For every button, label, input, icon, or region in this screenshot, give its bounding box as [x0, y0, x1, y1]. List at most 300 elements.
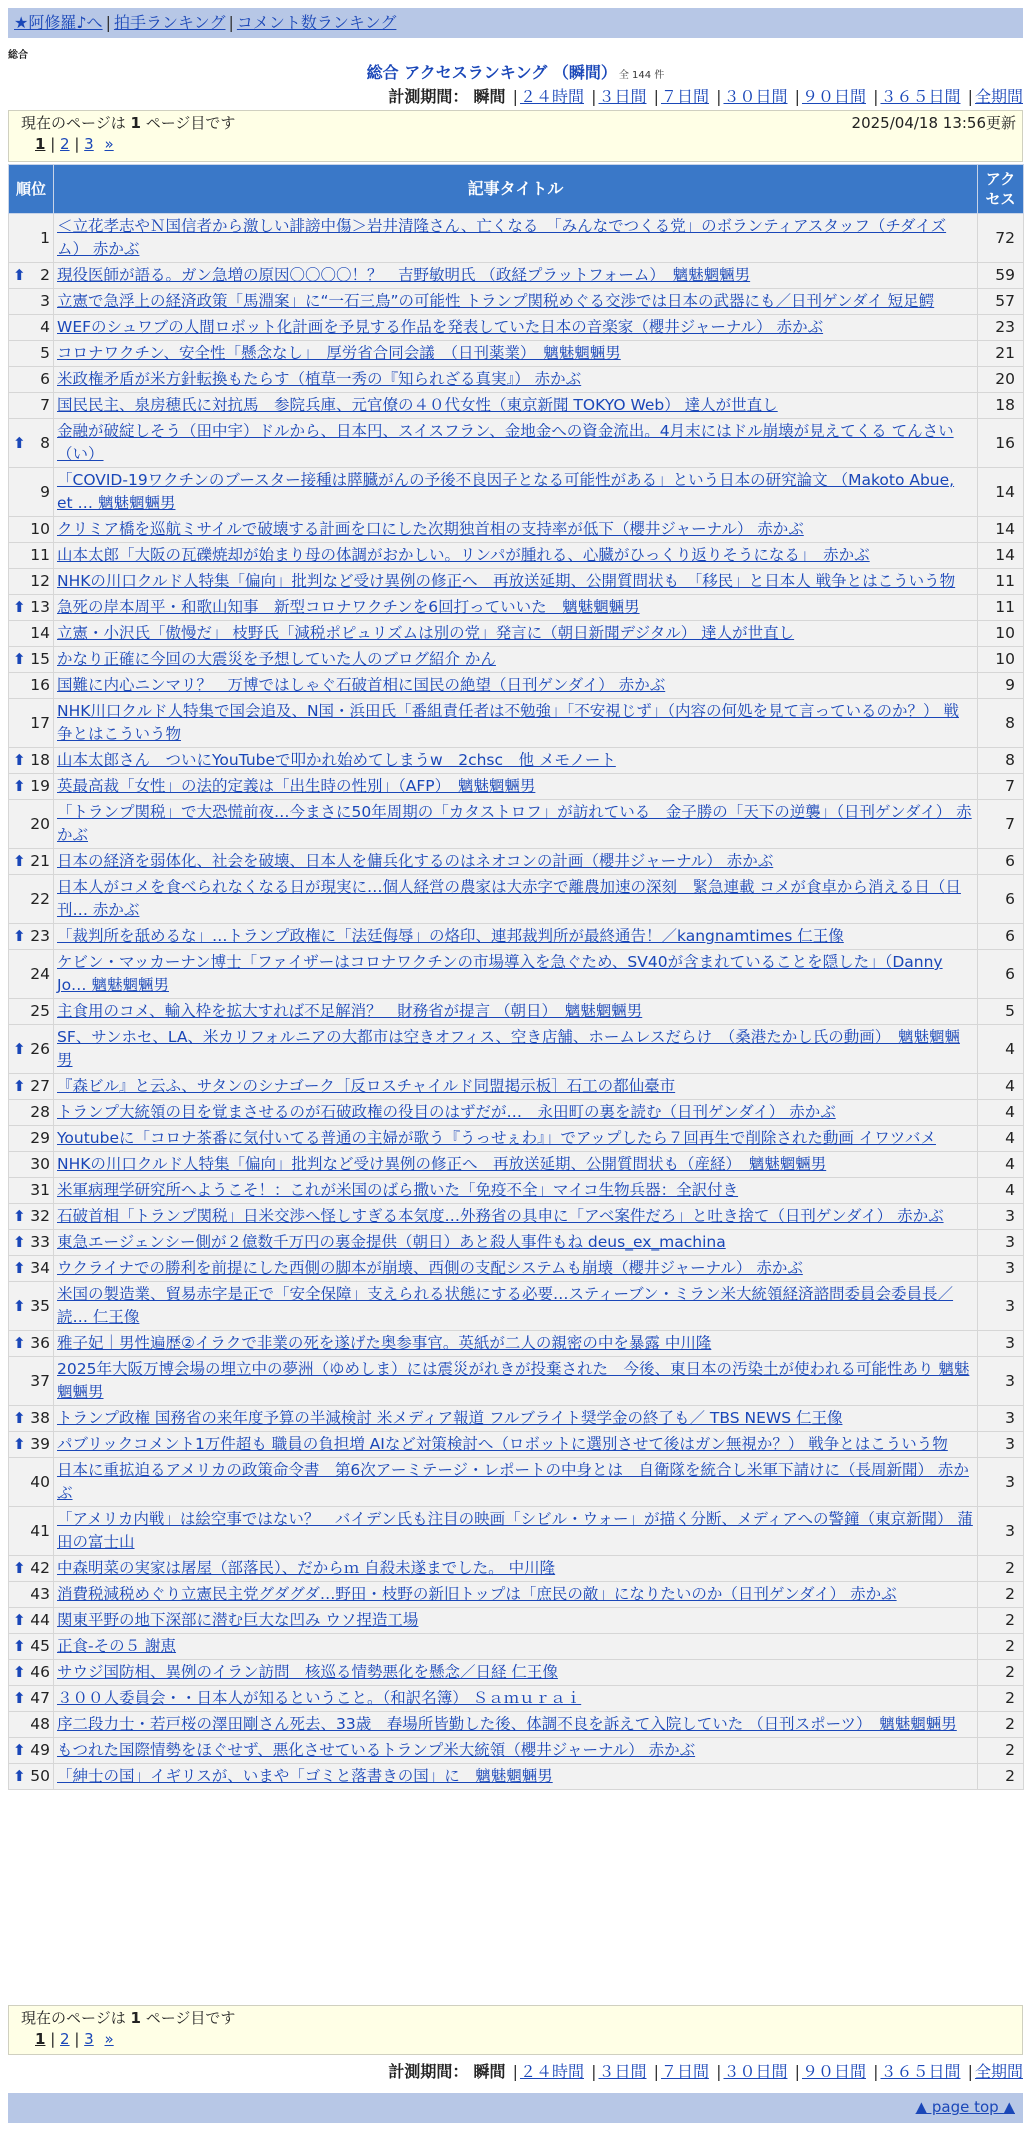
footer-bar [8, 2093, 1023, 2123]
table-header-row [9, 165, 1024, 214]
rank-cell [9, 1126, 54, 1152]
table-row [9, 1178, 1024, 1204]
table-row [9, 924, 1024, 950]
article-link[interactable]: WEFのシュワブの人間ロボット化計画を予見する作品を発表していた日本の音楽家（櫻井ジャーナル） 赤かぶ [57, 318, 824, 336]
table-row [9, 419, 1024, 468]
header-title: 記事タイトル [54, 165, 978, 214]
article-link[interactable]: NHK川口クルド人特集で国会追及、N国・浜田氏「番組責任者は不勉強」「不安視じず」（内容の何処を見て言っているのか？） 戦争とはこういう物 [57, 702, 959, 743]
table-row [9, 950, 1024, 999]
rank-up-arrow-icon: ⬆ [13, 1767, 26, 1785]
access-count: 14 [978, 468, 1024, 517]
access-count: 21 [978, 341, 1024, 367]
rank-up-arrow-icon: ⬆ [13, 1409, 26, 1427]
table-row [9, 543, 1024, 569]
period-current: 瞬間 [473, 2062, 506, 2081]
rank-cell [9, 1178, 54, 1204]
access-count: 3 [978, 1406, 1024, 1432]
title-cell [54, 468, 978, 517]
title-cell [54, 1660, 978, 1686]
page-current: 1 [35, 2030, 46, 2048]
rank-up-arrow-icon: ⬆ [13, 751, 26, 769]
rank-cell [9, 543, 54, 569]
access-count: 11 [978, 595, 1024, 621]
title-cell [54, 647, 978, 673]
article-link[interactable]: 立憲・小沢氏「傲慢だ」 枝野氏「減税ポピュリズムは別の党」発言に（朝日新聞デジタル） 達人が世直し [57, 624, 795, 642]
rank-number: 42 [30, 1559, 50, 1577]
access-count: 3 [978, 1204, 1024, 1230]
article-link[interactable]: パブリックコメント1万件超も 職員の負担増 AIなど対策検討へ（ロボットに選別させて後はガン無視か？） 戦争とはこういう物 [57, 1435, 948, 1453]
article-link[interactable]: 急死の岸本周平・和歌山知事 新型コロナワクチンを6回打っていいた 魑魅魍魎男 [57, 598, 640, 616]
article-link[interactable]: NHKの川口クルド人特集「偏向」批判など受け異例の修正へ 再放送延期、公開質問状も 「移民」と日本人 戦争とはこういう物 [57, 572, 956, 590]
period-link-90d[interactable]: ９０日間 [801, 87, 866, 106]
pager-links-bottom: 1 | 2 | 3 » [35, 2030, 114, 2048]
period-current: 瞬間 [473, 87, 506, 106]
rank-number: 46 [30, 1663, 50, 1681]
access-count: 2 [978, 1660, 1024, 1686]
rank-cell [9, 1660, 54, 1686]
article-link[interactable]: ウクライナでの勝利を前提にした西側の脚本が崩壊、西側の支配システムも崩壊（櫻井ジャーナル） 赤かぶ [57, 1259, 803, 1277]
total-count: 全 144 件 [618, 70, 665, 81]
table-row [9, 1282, 1024, 1331]
access-count: 14 [978, 517, 1024, 543]
rank-cell [9, 849, 54, 875]
pager-bottom [8, 2005, 1023, 2055]
pager-status-bottom [21, 2008, 1010, 2028]
rank-up-arrow-icon: ⬆ [13, 1077, 26, 1095]
article-link[interactable]: 立憲で急浮上の経済政策「馬淵案」に“一石三鳥”の可能性 トランプ関税めぐる交渉では日本の武器にも／日刊ゲンダイ 短足鰐 [57, 292, 935, 310]
rank-cell [9, 419, 54, 468]
rank-number: 43 [30, 1585, 50, 1603]
title-cell [54, 393, 978, 419]
access-count: 20 [978, 367, 1024, 393]
rank-cell [9, 748, 54, 774]
access-count: 18 [978, 393, 1024, 419]
article-link[interactable]: NHKの川口クルド人特集「偏向」批判など受け異例の修正へ 再放送延期、公開質問状も（産経） 魑魅魍魎男 [57, 1155, 827, 1173]
table-row [9, 1507, 1024, 1556]
rank-cell [9, 1556, 54, 1582]
title-cell [54, 1126, 978, 1152]
pager-prefix: 現在のページは [21, 2009, 126, 2027]
article-link[interactable]: 国民民主、泉房穂氏に対抗馬 参院兵庫、元官僚の４０代女性（東京新聞 TOKYO Web） 達人が世直し [57, 396, 778, 414]
access-count: 4 [978, 1074, 1024, 1100]
table-row [9, 1230, 1024, 1256]
access-count: 7 [978, 774, 1024, 800]
rank-up-arrow-icon: ⬆ [13, 1233, 26, 1251]
page-title-text: 総合 アクセスランキング （瞬間） [366, 63, 617, 82]
access-count: 4 [978, 1152, 1024, 1178]
rank-number: 16 [30, 676, 50, 694]
article-link[interactable]: 山本太郎さん ついにYouTubeで叩かれ始めてしまうw 2chsc 他 メモノート [57, 751, 616, 769]
article-link[interactable]: もつれた国際情勢をほぐせず、悪化させているトランプ米大統領（櫻井ジャーナル） 赤かぶ [57, 1741, 696, 1759]
rank-cell [9, 1634, 54, 1660]
access-count: 8 [978, 748, 1024, 774]
rank-up-arrow-icon: ⬆ [13, 1741, 26, 1759]
rank-cell [9, 214, 54, 263]
article-link[interactable]: 日本人がコメを食べられなくなる日が現実に…個人経営の農家は大赤字で離農加速の深刻 緊急連載 コメが食卓から消える日（日刊… 赤かぶ [57, 878, 961, 919]
rank-cell [9, 315, 54, 341]
title-cell [54, 214, 978, 263]
rank-cell [9, 699, 54, 748]
access-count: 4 [978, 1126, 1024, 1152]
category-label: 総合 [8, 50, 28, 61]
title-cell [54, 517, 978, 543]
pager-current-number: 1 [130, 114, 141, 132]
rank-cell [9, 1608, 54, 1634]
rank-number: 19 [30, 777, 50, 795]
rank-number: 15 [30, 650, 50, 668]
article-link[interactable]: サウジ国防相、異例のイラン訪問 核巡る情勢悪化を懸念／日経 仁王像 [57, 1663, 558, 1681]
article-link[interactable]: 米軍病理学研究所へようこそ！：これが米国のばら撒いた「免疫不全」マイコ生物兵器：全訳付き [57, 1181, 739, 1199]
access-count: 4 [978, 1025, 1024, 1074]
rank-number: 25 [30, 1002, 50, 1020]
rank-up-arrow-icon: ⬆ [13, 1637, 26, 1655]
rank-number: 1 [40, 228, 50, 247]
rank-cell [9, 1712, 54, 1738]
article-link[interactable]: 日本に重拡迫るアメリカの政策命令書 第6次アーミテージ・レポートの中身とは 自衛隊を統合し米軍下請けに（長周新聞） 赤かぶ [57, 1461, 969, 1502]
title-cell [54, 1764, 978, 1790]
rank-cell [9, 774, 54, 800]
access-count: 4 [978, 1100, 1024, 1126]
rank-up-arrow-icon: ⬆ [13, 927, 26, 945]
table-row [9, 1432, 1024, 1458]
title-cell [54, 1025, 978, 1074]
rank-cell [9, 1100, 54, 1126]
rank-number: 33 [30, 1233, 50, 1251]
rank-cell [9, 289, 54, 315]
nav-link-comment-ranking[interactable]: コメント数ランキング [236, 13, 397, 32]
article-link[interactable]: ＜立花孝志やＮ国信者から激しい誹謗中傷＞岩井清隆さん、亡くなる 「みんなでつくる党」のボランティアスタッフ（チダイズム） 赤かぶ [57, 217, 947, 258]
access-count: 5 [978, 999, 1024, 1025]
article-link[interactable]: 主食用のコメ、輸入枠を拡大すれば不足解消？ 財務省が提言 （朝日） 魑魅魍魎男 [57, 1002, 643, 1020]
table-row [9, 289, 1024, 315]
article-link[interactable]: かなり正確に今回の大震災を予想していた人のブログ紹介 かん [57, 650, 496, 668]
title-cell [54, 1458, 978, 1507]
table-row [9, 595, 1024, 621]
article-link[interactable]: 日本の経済を弱体化、社会を破壊、日本人を傭兵化するのはネオコンの計画（櫻井ジャーナル） 赤かぶ [57, 852, 774, 870]
article-link[interactable]: トランプ政権 国務省の来年度予算の半減検討 米メディア報道 フルブライト奨学金の終了も／ TBS NEWS 仁王像 [57, 1409, 843, 1427]
period-selector-top: 計測期間： 瞬間 | ２４時間 | ３日間 | ７日間 | ３０日間 | ９０日間 | ３６５日間 | 全期間 [388, 87, 1023, 106]
period-link-3d[interactable]: ３日間 [598, 2062, 647, 2081]
rank-number: 36 [30, 1334, 50, 1352]
article-link[interactable]: 国難に内心ニンマリ？ 万博ではしゃぐ石破首相に国民の絶望（日刊ゲンダイ） 赤かぶ [57, 676, 666, 694]
title-cell [54, 950, 978, 999]
rank-cell [9, 1686, 54, 1712]
title-cell [54, 800, 978, 849]
rank-number: 8 [40, 433, 50, 452]
rank-number: 37 [30, 1371, 50, 1390]
period-label: 計測期間： [388, 87, 469, 106]
title-cell [54, 1406, 978, 1432]
table-row [9, 1204, 1024, 1230]
rank-cell [9, 999, 54, 1025]
table-row [9, 1686, 1024, 1712]
title-cell [54, 849, 978, 875]
title-cell [54, 1074, 978, 1100]
table-row [9, 1152, 1024, 1178]
table-row [9, 1556, 1024, 1582]
access-count: 6 [978, 875, 1024, 924]
rank-cell [9, 800, 54, 849]
rank-up-arrow-icon: ⬆ [13, 1435, 26, 1453]
pager-suffix: ページ目です [145, 114, 236, 132]
rank-number: 35 [30, 1296, 50, 1315]
pager-suffix: ページ目です [145, 2009, 236, 2027]
rank-cell [9, 647, 54, 673]
table-row [9, 673, 1024, 699]
page-top-link[interactable]: ▲ page top ▲ [915, 2098, 1015, 2116]
article-link[interactable]: 「紳士の国」イギリスが、いまや「ゴミと落書きの国」に 魑魅魍魎男 [57, 1767, 553, 1785]
rank-number: 20 [30, 814, 50, 833]
title-cell [54, 748, 978, 774]
title-cell [54, 673, 978, 699]
period-link-7d[interactable]: ７日間 [660, 2062, 709, 2081]
period-link-90d[interactable]: ９０日間 [801, 2062, 866, 2081]
article-link[interactable]: 関東平野の地下深部に潜む巨大な凹み ウソ捏造工場 [57, 1611, 419, 1629]
access-count: 2 [978, 1686, 1024, 1712]
title-cell [54, 543, 978, 569]
page-link-3[interactable]: 3 [84, 2030, 94, 2048]
rank-number: 11 [30, 546, 50, 564]
table-row [9, 315, 1024, 341]
page-link-2[interactable]: 2 [60, 2030, 70, 2048]
article-link[interactable]: 石破首相「トランプ関税」日米交渉へ怪しすぎる本気度…外務省の具申に「アベ案件だろ」と吐き捨て（日刊ゲンダイ） 赤かぶ [57, 1207, 944, 1225]
access-count: 10 [978, 621, 1024, 647]
rank-up-arrow-icon: ⬆ [13, 650, 26, 668]
title-cell [54, 621, 978, 647]
table-row [9, 1738, 1024, 1764]
period-link-24h[interactable]: ２４時間 [519, 2062, 584, 2081]
rank-number: 2 [40, 266, 50, 284]
table-row [9, 1406, 1024, 1432]
period-link-7d[interactable]: ７日間 [660, 87, 709, 106]
page-link-2[interactable]: 2 [60, 135, 70, 153]
rank-up-arrow-icon: ⬆ [13, 266, 26, 284]
rank-cell [9, 1764, 54, 1790]
rank-number: 14 [30, 624, 50, 642]
access-count: 3 [978, 1357, 1024, 1406]
article-link[interactable]: ケビン・マッカーナン博士「ファイザーはコロナワクチンの市場導入を急ぐため、SV40が含まれていることを隠した」（Danny Jo… 魑魅魍魎男 [57, 953, 943, 994]
table-row [9, 999, 1024, 1025]
rank-number: 29 [30, 1129, 50, 1147]
access-count: 72 [978, 214, 1024, 263]
access-count: 2 [978, 1634, 1024, 1660]
rank-number: 48 [30, 1715, 50, 1733]
access-count: 10 [978, 647, 1024, 673]
table-row [9, 1074, 1024, 1100]
table-row [9, 1357, 1024, 1406]
rank-cell [9, 1331, 54, 1357]
table-row [9, 263, 1024, 289]
title-cell [54, 999, 978, 1025]
rank-cell [9, 569, 54, 595]
title-cell [54, 1178, 978, 1204]
access-count: 3 [978, 1458, 1024, 1507]
pager-prefix: 現在のページは [21, 114, 126, 132]
rank-number: 40 [30, 1472, 50, 1491]
article-link[interactable]: 「COVID-19ワクチンのブースター接種は膵臓がんの予後不良因子となる可能性がある」という日本の研究論文 （Makoto Abue, et … 魑魅魍魎男 [57, 471, 955, 512]
table-row [9, 748, 1024, 774]
ranking-table [8, 164, 1024, 1790]
period-link-3d[interactable]: ３日間 [598, 87, 647, 106]
period-link-all[interactable]: 全期間 [974, 87, 1023, 106]
rank-number: 41 [30, 1521, 50, 1540]
table-row [9, 800, 1024, 849]
rank-cell [9, 1282, 54, 1331]
table-row [9, 468, 1024, 517]
rank-cell [9, 1152, 54, 1178]
access-count: 2 [978, 1764, 1024, 1790]
period-link-24h[interactable]: ２４時間 [519, 87, 584, 106]
article-link[interactable]: 序二段力士・若戸桜の澤田剛さん死去、33歳 春場所皆勤した後、体調不良を訴えて入院していた （日刊スポーツ） 魑魅魍魎男 [57, 1715, 957, 1733]
rank-cell [9, 621, 54, 647]
article-link[interactable]: クリミア橋を巡航ミサイルで破壊する計画を口にした次期独首相の支持率が低下（櫻井ジャーナル） 赤かぶ [57, 520, 804, 538]
article-link[interactable]: 「トランプ関税」で大恐慌前夜…今まさに50年周期の「カタストロフ」が訪れている 金子勝の「天下の逆襲」（日刊ゲンダイ） 赤かぶ [57, 803, 972, 844]
article-link[interactable]: ３００人委員会・・日本人が知るということ。（和訳名簿） Ｓａｍｕｒａｉ [57, 1689, 582, 1707]
access-count: 2 [978, 1712, 1024, 1738]
rank-number: 4 [40, 318, 50, 336]
access-count: 2 [978, 1582, 1024, 1608]
article-link[interactable]: コロナワクチン、安全性「懸念なし」 厚労省合同会議 （日刊薬業） 魑魅魍魎男 [57, 344, 621, 362]
article-link[interactable]: 消費税減税めぐり立憲民主党グダグダ…野田・枝野の新旧トップは「庶民の敵」になりたいのか（日刊ゲンダイ） 赤かぶ [57, 1585, 897, 1603]
rank-number: 45 [30, 1637, 50, 1655]
article-link[interactable]: 米政権矛盾が米方針転換もたらす（植草一秀の『知られざる真実』） 赤かぶ [57, 370, 582, 388]
rank-number: 39 [30, 1435, 50, 1453]
title-cell [54, 699, 978, 748]
rank-number: 26 [30, 1039, 50, 1058]
rank-cell [9, 1074, 54, 1100]
access-count: 6 [978, 924, 1024, 950]
period-link-30d[interactable]: ３０日間 [723, 87, 788, 106]
article-link[interactable]: 現役医師が語る。ガン急増の原因〇〇〇〇！？ 吉野敏明氏 （政経プラットフォーム） 魑魅魍魎男 [57, 266, 751, 284]
rank-cell [9, 1507, 54, 1556]
rank-number: 32 [30, 1207, 50, 1225]
rank-number: 13 [30, 598, 50, 616]
title-cell [54, 924, 978, 950]
title-cell [54, 1432, 978, 1458]
access-count: 3 [978, 1256, 1024, 1282]
access-count: 4 [978, 1178, 1024, 1204]
title-cell [54, 1230, 978, 1256]
rank-up-arrow-icon: ⬆ [13, 852, 26, 870]
title-cell [54, 1152, 978, 1178]
table-row [9, 1126, 1024, 1152]
table-row [9, 1660, 1024, 1686]
article-link[interactable]: 英最高裁「女性」の法的定義は「出生時の性別」（AFP） 魑魅魍魎男 [57, 777, 536, 795]
rank-up-arrow-icon: ⬆ [13, 1689, 26, 1707]
rank-up-arrow-icon: ⬆ [13, 1559, 26, 1577]
table-row [9, 621, 1024, 647]
rank-cell [9, 468, 54, 517]
access-count: 8 [978, 699, 1024, 748]
rank-number: 5 [40, 344, 50, 362]
nav-link-clap-ranking[interactable]: 拍手ランキング [113, 13, 226, 32]
title-cell [54, 595, 978, 621]
table-row [9, 517, 1024, 543]
pager-links: 1 | 2 | 3 » [35, 135, 114, 153]
rank-number: 9 [40, 482, 50, 501]
period-label: 計測期間： [388, 2062, 469, 2081]
title-cell [54, 341, 978, 367]
rank-cell [9, 1582, 54, 1608]
article-link[interactable]: 『森ビル』と云ふ、サタンのシナゴーク［反ロスチャイルド同盟掲示板］石工の都仙臺市 [57, 1077, 676, 1095]
table-row [9, 1634, 1024, 1660]
article-link[interactable]: 2025年大阪万博会場の埋立中の夢洲（ゆめしま）には震災がれきが投棄された 今後、東日本の汚染土が使われる可能性あり 魑魅魍魎男 [57, 1360, 970, 1401]
article-link[interactable]: 「裁判所を舐めるな」…トランプ政権に「法廷侮辱」の烙印、連邦裁判所が最終通告！／kangnamtimes 仁王像 [57, 927, 844, 945]
header-access: アクセス [978, 165, 1024, 214]
article-link[interactable]: 「アメリカ内戦」は絵空事ではない？ バイデン氏も注目の映画「シビル・ウォー」が描く分断、メディアへの警鐘（東京新聞） 蒲田の富士山 [57, 1510, 973, 1551]
table-row [9, 1712, 1024, 1738]
rank-up-arrow-icon: ⬆ [13, 1296, 26, 1315]
article-link[interactable]: 米国の製造業、貿易赤字是正で「安全保障」支えられる状態にする必要…スティーブン・ミラン米大統領経済諮問委員会委員長／ 読… 仁王像 [57, 1285, 954, 1326]
period-selector-bottom: 計測期間： 瞬間 | ２４時間 | ３日間 | ７日間 | ３０日間 | ９０日間 | ３６５日間 | 全期間 [388, 2062, 1023, 2081]
article-link[interactable]: SF、サンホセ、LA、米カリフォルニアの大都市は空きオフィス、空き店舗、ホームレスだらけ （桑港たかし氏の動画） 魑魅魍魎男 [57, 1028, 960, 1069]
table-row [9, 1764, 1024, 1790]
title-cell [54, 1738, 978, 1764]
rank-up-arrow-icon: ⬆ [13, 777, 26, 795]
rank-number: 31 [30, 1181, 50, 1199]
table-row [9, 1025, 1024, 1074]
article-link[interactable]: 東急エージェンシー側が２億数千万円の裏金提供（朝日）あと殺人事件もね deus_ex_machina [57, 1233, 726, 1251]
page-link-3[interactable]: 3 [84, 135, 94, 153]
ranking-table-body [9, 214, 1024, 1790]
access-count: 2 [978, 1608, 1024, 1634]
title-cell [54, 1608, 978, 1634]
title-cell [54, 1282, 978, 1331]
rank-up-arrow-icon: ⬆ [13, 598, 26, 616]
article-link[interactable]: トランプ大統領の目を覚まさせるのが石破政権の役目のはずだが… 永田町の裏を読む（日刊ゲンダイ） 赤かぶ [57, 1103, 836, 1121]
access-count: 3 [978, 1507, 1024, 1556]
rank-number: 30 [30, 1155, 50, 1173]
rank-cell [9, 263, 54, 289]
title-cell [54, 1507, 978, 1556]
article-link[interactable]: 雅子妃｜男性遍歴②イラクで非業の死を遂げた奥参事官。英紙が二人の親密の中を暴露 中川隆 [57, 1334, 712, 1352]
page-next-link[interactable]: » [104, 135, 114, 153]
article-link[interactable]: 中森明菜の実家は屠屋（部落民）、だからｍ 自殺未遂までした。 中川隆 [57, 1559, 556, 1577]
article-link[interactable]: 金融が破綻しそう（田中宇）ドルから、日本円、スイスフラン、金地金への資金流出。4月末にはドル崩壊が見えてくる てんさい（い） [57, 422, 954, 463]
period-link-all[interactable]: 全期間 [974, 2062, 1023, 2081]
rank-number: 44 [30, 1611, 50, 1629]
table-row [9, 1100, 1024, 1126]
title-cell [54, 263, 978, 289]
article-link[interactable]: Youtubeに「コロナ茶番に気付いてる普通の主婦が歌う『うっせぇわ』」でアップしたら７回再生で削除された動画 イワツバメ [57, 1129, 936, 1147]
page-next-link[interactable]: » [104, 2030, 114, 2048]
title-cell [54, 1357, 978, 1406]
rank-up-arrow-icon: ⬆ [13, 1334, 26, 1352]
table-row [9, 214, 1024, 263]
access-count: 11 [978, 569, 1024, 595]
page-title [0, 60, 1031, 83]
rank-number: 49 [30, 1741, 50, 1759]
rank-cell [9, 1230, 54, 1256]
period-link-365d[interactable]: ３６５日間 [880, 2062, 961, 2081]
rank-number: 38 [30, 1409, 50, 1427]
rank-number: 17 [30, 713, 50, 732]
access-count: 6 [978, 950, 1024, 999]
rank-number: 28 [30, 1103, 50, 1121]
title-cell [54, 289, 978, 315]
article-link[interactable]: 山本太郎「大阪の瓦礫焼却が始まり母の体調がおかしい。リンパが腫れる、心臓がひっくり返りそうになる」 赤かぶ [57, 546, 870, 564]
period-link-365d[interactable]: ３６５日間 [880, 87, 961, 106]
rank-cell [9, 341, 54, 367]
rank-cell [9, 1458, 54, 1507]
rank-number: 12 [30, 572, 50, 590]
rank-number: 23 [30, 927, 50, 945]
rank-cell [9, 1256, 54, 1282]
period-link-30d[interactable]: ３０日間 [723, 2062, 788, 2081]
nav-link-asyura[interactable]: ★阿修羅♪へ [14, 13, 103, 32]
article-link[interactable]: 正食-その５ 謝恵 [57, 1637, 177, 1655]
title-cell [54, 1686, 978, 1712]
